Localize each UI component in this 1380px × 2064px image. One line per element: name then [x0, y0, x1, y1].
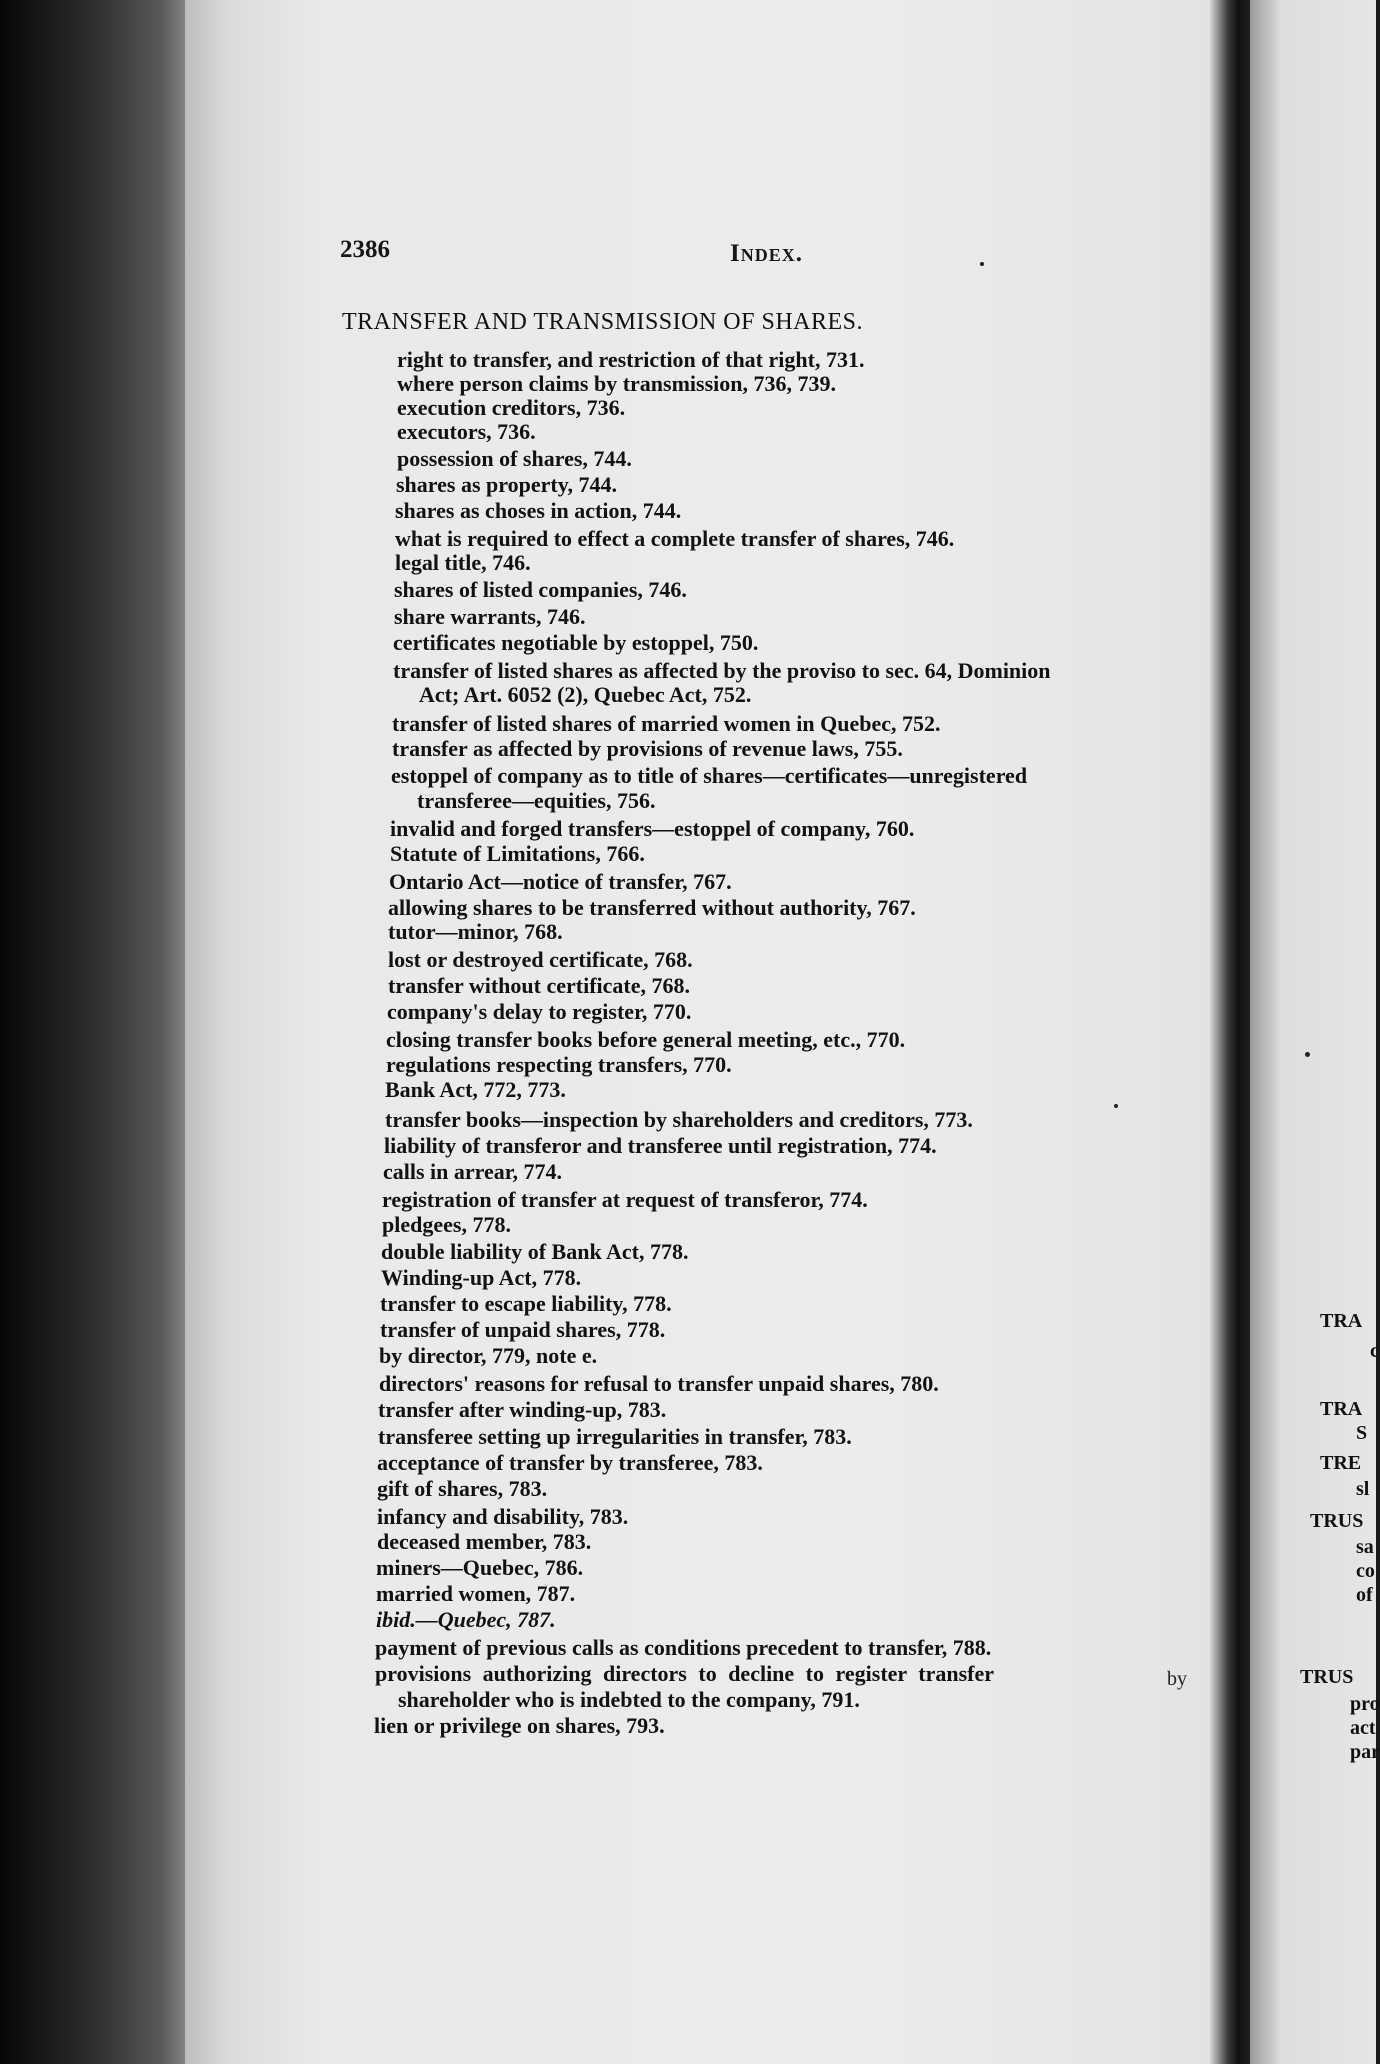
index-entry: gift of shares, 783. [377, 1476, 548, 1501]
index-entry: shares as property, 744. [396, 472, 618, 497]
index-entry: Bank Act, 772, 773. [385, 1077, 566, 1102]
next-page-fragment: of [1356, 1584, 1373, 1606]
index-entry: infancy and disability, 783. [377, 1504, 629, 1529]
index-entry: double liability of Bank Act, 778. [381, 1239, 689, 1264]
next-page-fragment: TRUS [1310, 1510, 1364, 1532]
index-entry: estoppel of company as to title of shares—certificates—unregistered [391, 763, 1028, 788]
next-page-fragment: TRA [1320, 1310, 1363, 1332]
index-entry: transfer of listed shares of married women in Quebec, 752. [392, 711, 941, 736]
index-entry: acceptance of transfer by transferee, 783. [377, 1450, 763, 1475]
index-entry: transfer to escape liability, 778. [380, 1291, 672, 1316]
index-entry: pledgees, 778. [382, 1212, 511, 1237]
index-entry: transferee setting up irregularities in transfer, 783. [378, 1424, 852, 1449]
index-entry: deceased member, 783. [377, 1529, 592, 1554]
page-number: 2386 [340, 236, 390, 263]
index-entry: calls in arrear, 774. [383, 1159, 563, 1184]
index-entry: regulations respecting transfers, 770. [386, 1052, 732, 1077]
index-entry: tutor—minor, 768. [388, 919, 563, 944]
index-entry: payment of previous calls as conditions precedent to transfer, 788. [375, 1635, 992, 1660]
next-page-fragment: pro [1350, 1693, 1380, 1715]
index-entry: allowing shares to be transferred without authority, 767. [388, 895, 916, 920]
index-entry: where person claims by transmission, 736, 739. [397, 371, 836, 396]
index-entry: transfer of listed shares as affected by the proviso to sec. 64, Dominion [393, 658, 1051, 683]
index-entry: lien or privilege on shares, 793. [374, 1713, 665, 1738]
index-entry: what is required to effect a complete transfer of shares, 746. [395, 526, 955, 551]
index-entry-continuation: Act; Art. 6052 (2), Quebec Act, 752. [419, 682, 752, 707]
index-entry: executors, 736. [397, 419, 536, 444]
index-entry: company's delay to register, 770. [387, 999, 692, 1024]
index-entry: directors' reasons for refusal to transfer unpaid shares, 780. [379, 1371, 939, 1396]
index-entry: transfer of unpaid shares, 778. [380, 1317, 666, 1342]
index-entry: share warrants, 746. [394, 604, 586, 629]
next-page-fragment: act [1350, 1717, 1376, 1739]
index-entry: shares as choses in action, 744. [395, 498, 682, 523]
index-entry: miners—Quebec, 786. [376, 1555, 584, 1580]
index-entry: Ontario Act—notice of transfer, 767. [389, 869, 732, 894]
index-entry: transfer books—inspection by shareholders and creditors, 773. [385, 1107, 973, 1132]
index-entry: transfer as affected by provisions of revenue laws, 755. [392, 736, 903, 761]
next-page-fragment: c [1370, 1340, 1379, 1362]
index-entry: possession of shares, 744. [397, 446, 632, 471]
next-page-fragment: sa [1356, 1536, 1374, 1558]
index-entry: invalid and forged transfers—estoppel of company, 760. [390, 816, 915, 841]
dust-speck [1305, 1052, 1310, 1057]
dust-speck [1114, 1104, 1118, 1108]
index-entry: transfer without certificate, 768. [388, 973, 690, 998]
index-entry: married women, 787. [376, 1581, 576, 1606]
index-entry: execution creditors, 736. [397, 395, 626, 420]
next-page-fragment: TRA [1320, 1398, 1363, 1420]
index-entry: provisions authorizing directors to decline to register transfer [375, 1661, 995, 1686]
next-page-fragment: sl [1356, 1478, 1370, 1500]
index-entry-continuation: transferee—equities, 756. [417, 788, 656, 813]
index-entry: lost or destroyed certificate, 768. [388, 947, 693, 972]
index-entry: transfer after winding-up, 783. [378, 1397, 667, 1422]
index-heading: TRANSFER AND TRANSMISSION OF SHARES. [342, 309, 864, 335]
index-entry: shares of listed companies, 746. [394, 577, 687, 602]
index-entry: liability of transferor and transferee until registration, 774. [384, 1133, 937, 1158]
index-entry: closing transfer books before general meeting, etc., 770. [386, 1027, 906, 1052]
index-entry: Winding-up Act, 778. [381, 1265, 582, 1290]
index-entry: certificates negotiable by estoppel, 750. [393, 630, 759, 655]
index-entry: legal title, 746. [395, 550, 531, 575]
next-page-fragment: co [1356, 1560, 1375, 1582]
next-page-fragment: TRUS [1300, 1666, 1354, 1688]
next-page-fragment: par [1350, 1741, 1380, 1763]
running-head: Index. [730, 240, 803, 267]
index-entry: Statute of Limitations, 766. [390, 841, 645, 866]
index-entry: ibid.—Quebec, 787. [376, 1607, 556, 1632]
next-page-fragment: TRE [1320, 1452, 1362, 1474]
marginal-word: by [1167, 1668, 1187, 1690]
index-entry: right to transfer, and restriction of that right, 731. [397, 347, 865, 372]
dust-speck [980, 262, 984, 266]
index-entry: registration of transfer at request of transferor, 774. [382, 1187, 868, 1212]
index-entry-continuation: shareholder who is indebted to the company, 791. [398, 1687, 860, 1712]
index-entry: by director, 779, note e. [379, 1343, 598, 1368]
next-page-fragment: S [1356, 1422, 1368, 1444]
